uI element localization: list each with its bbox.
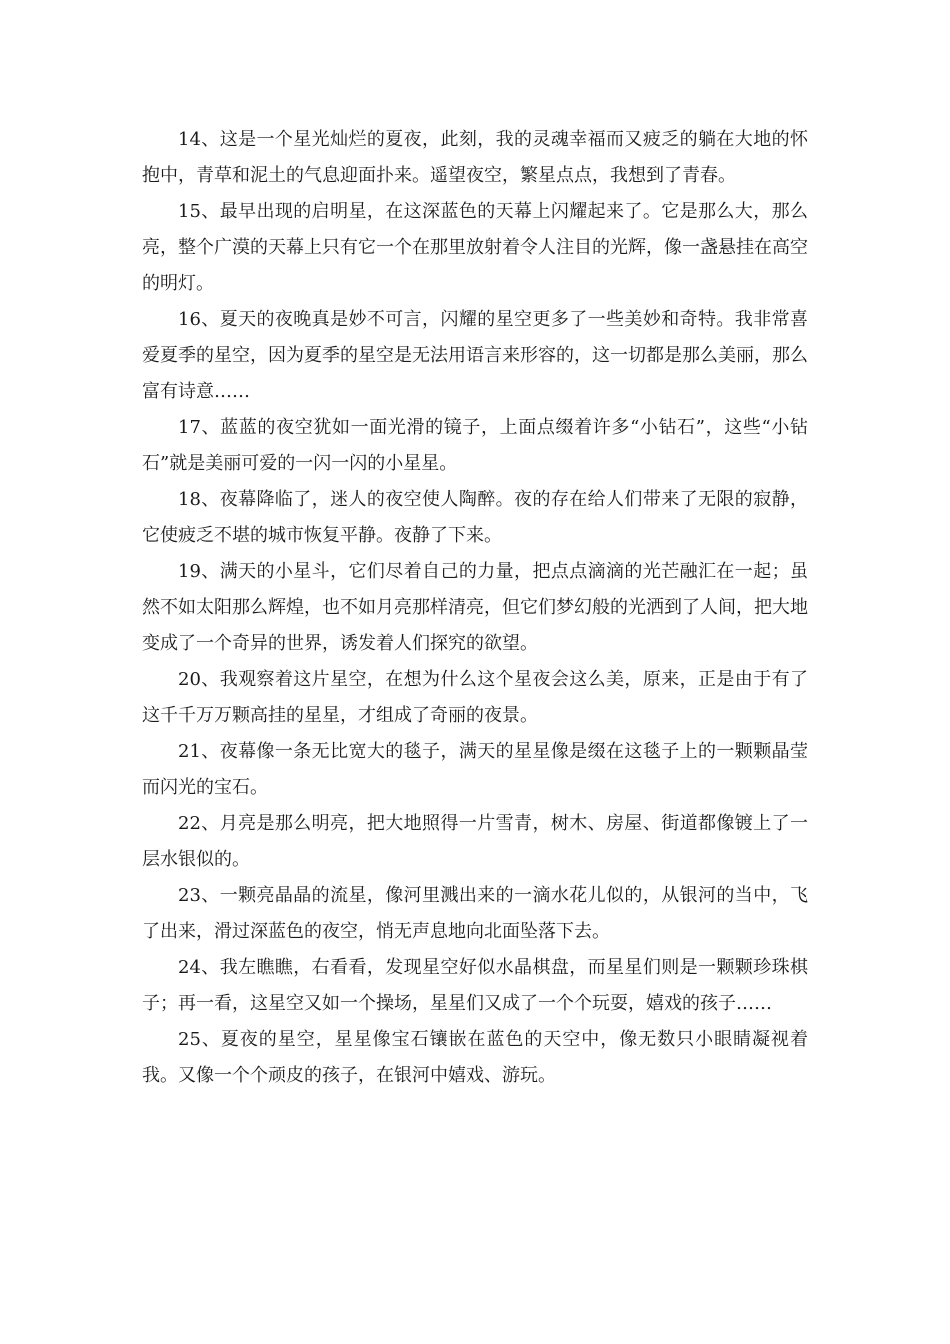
paragraph-19: 19、满天的小星斗，它们尽着自己的力量，把点点滴滴的光芒融汇在一起；虽然不如太阳那么辉煌，也不如月亮那样清亮，但它们梦幻般的光洒到了人间，把大地变成了一个奇异的世界，诱发着人们探究的欲望。 bbox=[142, 561, 808, 654]
paragraph-20: 20、我观察着这片星空，在想为什么这个星夜会这么美，原来，正是由于有了这千千万万颗高挂的星星，才组成了奇丽的夜景。 bbox=[142, 669, 808, 726]
paragraph-15: 15、最早出现的启明星，在这深蓝色的天幕上闪耀起来了。它是那么大，那么亮，整个广漠的天幕上只有它一个在那里放射着令人注目的光辉，像一盏悬挂在高空的明灯。 bbox=[142, 201, 808, 294]
paragraph-25: 25、夏夜的星空，星星像宝石镶嵌在蓝色的天空中，像无数只小眼睛凝视着我。又像一个个顽皮的孩子，在银河中嬉戏、游玩。 bbox=[142, 1029, 808, 1086]
paragraph-21: 21、夜幕像一条无比宽大的毯子，满天的星星像是缀在这毯子上的一颗颗晶莹而闪光的宝石。 bbox=[142, 741, 808, 798]
paragraph-14: 14、这是一个星光灿烂的夏夜，此刻，我的灵魂幸福而又疲乏的躺在大地的怀抱中，青草和泥土的气息迎面扑来。遥望夜空，繁星点点，我想到了青春。 bbox=[142, 129, 808, 186]
paragraph-23: 23、一颗亮晶晶的流星，像河里溅出来的一滴水花儿似的，从银河的当中，飞了出来，滑过深蓝色的夜空，悄无声息地向北面坠落下去。 bbox=[142, 885, 808, 942]
paragraph-22: 22、月亮是那么明亮，把大地照得一片雪青，树木、房屋、街道都像镀上了一层水银似的。 bbox=[142, 813, 808, 870]
paragraph-18: 18、夜幕降临了，迷人的夜空使人陶醉。夜的存在给人们带来了无限的寂静，它使疲乏不堪的城市恢复平静。夜静了下来。 bbox=[142, 489, 808, 546]
document-body bbox=[142, 122, 808, 1094]
paragraph-16: 16、夏天的夜晚真是妙不可言，闪耀的星空更多了一些美妙和奇特。我非常喜爱夏季的星空，因为夏季的星空是无法用语言来形容的，这一切都是那么美丽，那么富有诗意…… bbox=[142, 309, 808, 402]
paragraph-24: 24、我左瞧瞧，右看看，发现星空好似水晶棋盘，而星星们则是一颗颗珍珠棋子；再一看，这星空又如一个操场，星星们又成了一个个玩耍，嬉戏的孩子…… bbox=[142, 957, 808, 1014]
paragraph-17: 17、蓝蓝的夜空犹如一面光滑的镜子，上面点缀着许多“小钻石”，这些“小钻石”就是美丽可爱的一闪一闪的小星星。 bbox=[142, 417, 808, 474]
